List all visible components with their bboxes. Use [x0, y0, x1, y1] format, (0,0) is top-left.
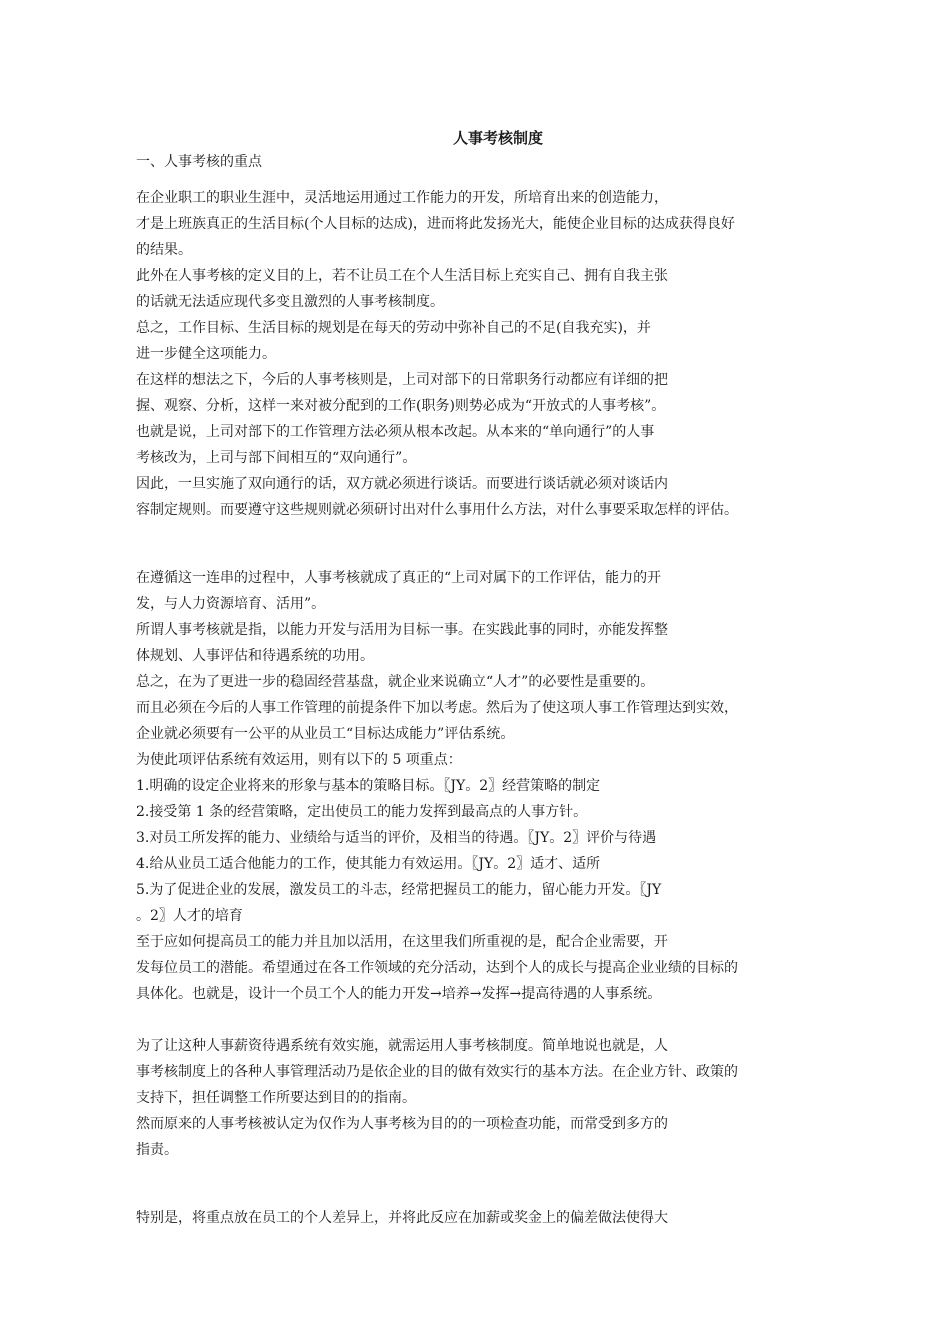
text-line: 因此，一旦实施了双向通行的话，双方就必须进行谈话。而要进行谈话就必须对谈话内	[136, 476, 668, 492]
paragraph-block-2	[136, 568, 871, 1010]
text-line: 此外在人事考核的定义目的上，若不让员工在个人生活目标上充实自己、拥有自我主张	[136, 268, 668, 284]
text-line: 容制定规则。而要遵守这些规则就必须研讨出对什么事用什么方法，对什么事要采取怎样的评估。	[136, 502, 738, 518]
section-heading: 一、人事考核的重点	[136, 154, 262, 170]
text-line: 考核改为，上司与部下间相互的“双向通行”。	[136, 450, 417, 466]
list-item: 1.明确的设定企业将来的形象与基本的策略目标。〖JY。2〗经营策略的制定	[136, 778, 601, 794]
document-title: 人事考核制度	[452, 129, 543, 147]
list-item: 2.接受第 1 条的经营策略，定出使员工的能力发挥到最高点的人事方针。	[136, 804, 588, 820]
text-line: 的结果。	[136, 242, 192, 258]
text-line: 指责。	[136, 1142, 178, 1158]
text-line: 至于应如何提高员工的能力并且加以活用，在这里我们所重视的是，配合企业需要，开	[136, 934, 668, 950]
text-line: 总之，工作目标、生活目标的规划是在每天的劳动中弥补自己的不足(自我充实)，并	[136, 320, 651, 336]
list-item: 4.给从业员工适合他能力的工作，使其能力有效运用。〖JY。2〗适才、适所	[136, 856, 601, 872]
spacer	[136, 1010, 871, 1036]
text-line: 具体化。也就是，设计一个员工个人的能力开发→培养→发挥→提高待遇的人事系统。	[136, 986, 662, 1002]
text-line: 在这样的想法之下，今后的人事考核则是，上司对部下的日常职务行动都应有详细的把	[136, 372, 668, 388]
text-line: 为使此项评估系统有效运用，则有以下的 5 项重点：	[136, 752, 462, 768]
text-line: 也就是说，上司对部下的工作管理方法必须从根本改起。从本来的“单向通行”的人事	[136, 424, 655, 440]
document-body	[136, 152, 871, 1234]
text-line: 发，与人力资源培育、活用”。	[136, 596, 326, 612]
text-line: 握、观察、分析，这样一来对被分配到的工作(职务)则势必成为“开放式的人事考核”。	[136, 398, 666, 414]
list-item: 5.为了促进企业的发展，激发员工的斗志，经常把握员工的能力，留心能力开发。〖JY	[136, 882, 662, 898]
text-line: 在遵循这一连串的过程中，人事考核就成了真正的“上司对属下的工作评估，能力的开	[136, 570, 662, 586]
text-line: 在企业职工的职业生涯中，灵活地运用通过工作能力的开发，所培育出来的创造能力，	[136, 190, 668, 206]
text-line: 进一步健全这项能力。	[136, 346, 276, 362]
spacer	[136, 526, 871, 568]
text-line: 为了让这种人事薪资待遇系统有效实施，就需运用人事考核制度。简单地说也就是，人	[136, 1038, 668, 1054]
text-line: 而且必须在今后的人事工作管理的前提条件下加以考虑。然后为了使这项人事工作管理达到实效，	[136, 700, 738, 716]
spacer	[136, 1166, 871, 1208]
paragraph-block-1	[136, 188, 871, 526]
text-line: 体规划、人事评估和待遇系统的功用。	[136, 648, 374, 664]
text-line: 才是上班族真正的生活目标(个人目标的达成)，进而将此发扬光大，能使企业目标的达成获得良好	[136, 216, 735, 232]
text-line: 总之，在为了更进一步的稳固经营基盘，就企业来说确立“人才”的必要性是重要的。	[136, 674, 655, 690]
paragraph-block-4	[136, 1208, 871, 1234]
text-line: 。2〗人才的培育	[136, 908, 243, 924]
spacer	[136, 178, 871, 188]
list-item: 3.对员工所发挥的能力、业绩给与适当的评价，及相当的待遇。〖JY。2〗评价与待遇	[136, 830, 657, 846]
text-line: 企业就必须要有一公平的从业员工“目标达成能力”评估系统。	[136, 726, 515, 742]
text-line: 然而原来的人事考核被认定为仅作为人事考核为目的的一项检查功能，而常受到多方的	[136, 1116, 668, 1132]
text-line: 所谓人事考核就是指，以能力开发与活用为目标一事。在实践此事的同时，亦能发挥整	[136, 622, 668, 638]
text-line: 支持下，担任调整工作所要达到目的的指南。	[136, 1090, 416, 1106]
text-line: 事考核制度上的各种人事管理活动乃是依企业的目的做有效实行的基本方法。在企业方针、政策的	[136, 1064, 738, 1080]
text-line: 的话就无法适应现代多变且激烈的人事考核制度。	[136, 294, 444, 310]
paragraph-block-3	[136, 1036, 871, 1166]
text-line: 发每位员工的潜能。希望通过在各工作领域的充分活动，达到个人的成长与提高企业业绩的目标的	[136, 960, 738, 976]
text-line: 特别是，将重点放在员工的个人差异上，并将此反应在加薪或奖金上的偏差做法使得大	[136, 1210, 668, 1226]
